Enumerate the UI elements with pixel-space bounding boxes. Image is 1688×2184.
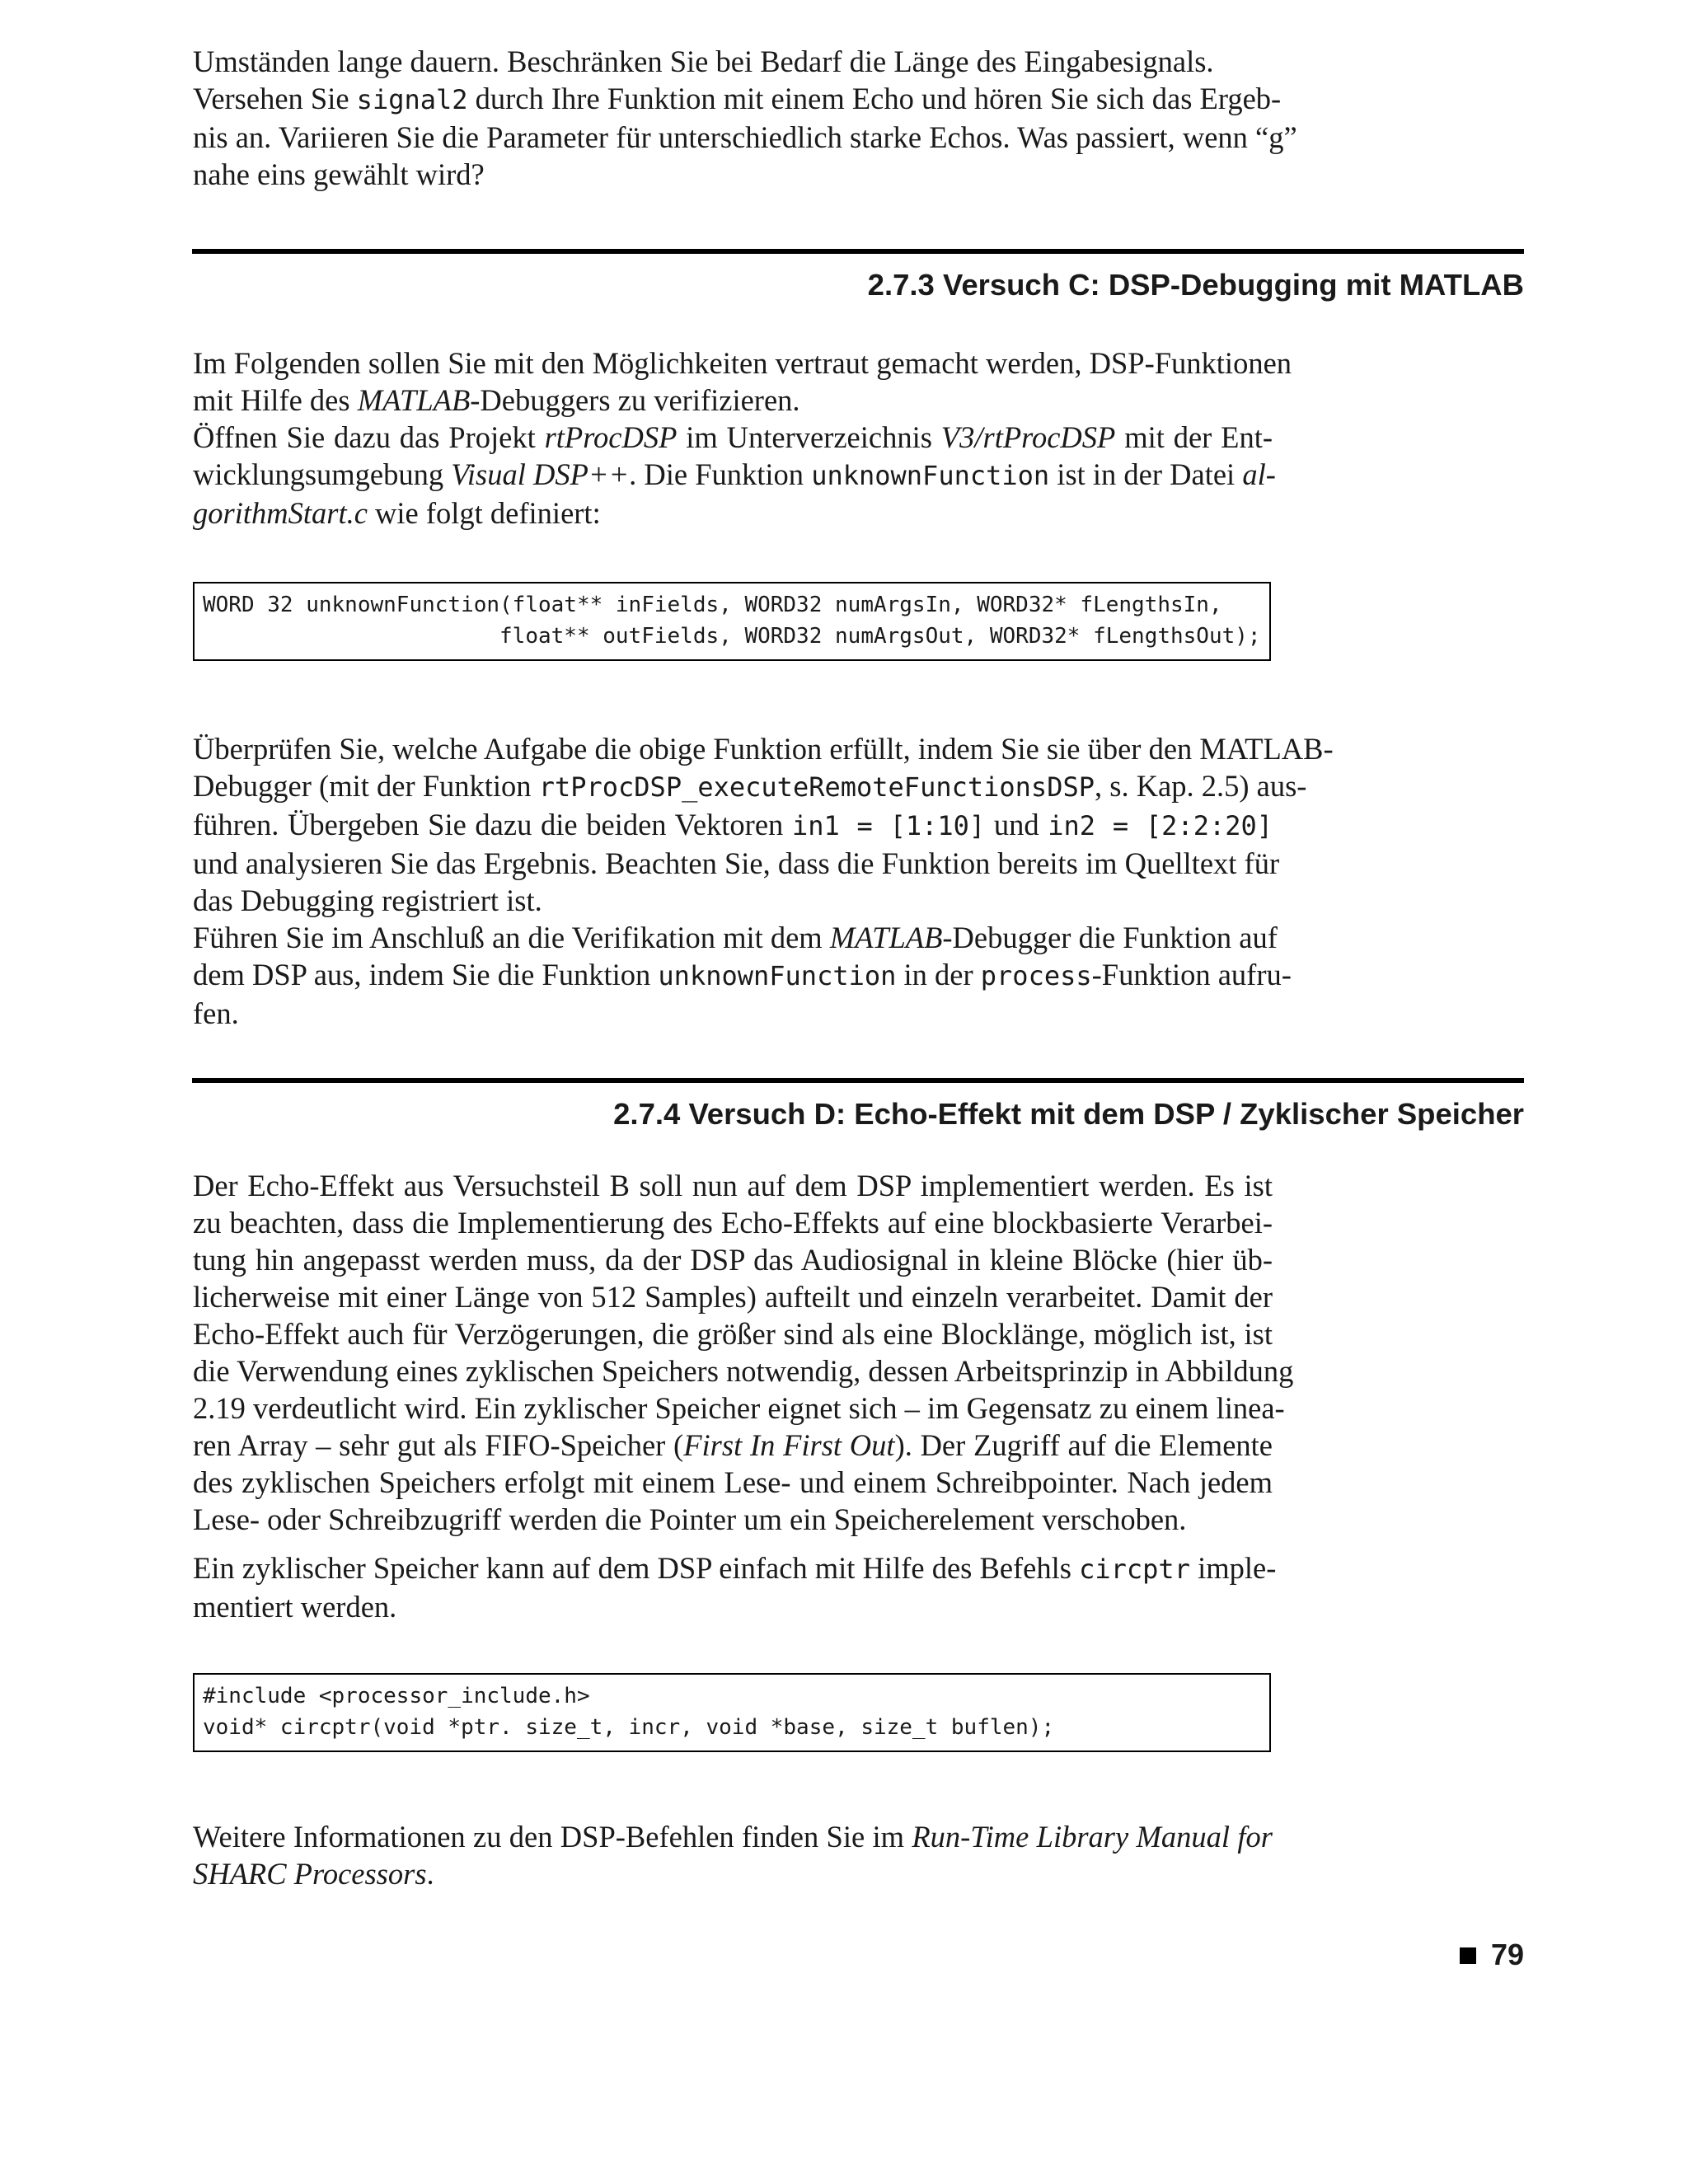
text-line: des zyklischen Speichers erfolgt mit einem Lese- und einem Schreibpointer. Nach jedem (193, 1465, 1273, 1499)
text-line: tung hin angepasst werden muss, da der DSP das Audiosignal in kleine Blöcke (hier üb- (193, 1243, 1273, 1277)
square-bullet-icon (1460, 1947, 1476, 1964)
text-line: zu beachten, dass die Implementierung des Echo-Effekts auf eine blockbasierte Verarbei- (193, 1206, 1273, 1240)
text-line: licherweise mit einer Länge von 512 Samples) aufteilt und einzeln verarbeitet. Damit der (193, 1280, 1273, 1314)
text-line: und analysieren Sie das Ergebnis. Beachten Sie, dass die Funktion bereits im Quelltext für (193, 846, 1280, 880)
section2-paragraph-2 (193, 1549, 1277, 1625)
section-rule (192, 1078, 1524, 1083)
text-line: mentiert werden. (193, 1590, 397, 1624)
text-line: Führen Sie im Anschluß an die Verifikation mit dem MATLAB-Debugger die Funktion auf (193, 921, 1278, 954)
code-inline: unknownFunction (658, 960, 897, 991)
intro-paragraph (193, 43, 1297, 193)
code-block-unknown-function (193, 582, 1271, 661)
code-inline: rtProcDSP_executeRemoteFunctionsDSP (538, 771, 1095, 803)
text-line: gorithmStart.c wie folgt definiert: (193, 496, 601, 530)
text-line: dem DSP aus, indem Sie die Funktion unknownFunction in der process-Funktion aufru- (193, 958, 1292, 991)
section1-paragraph-1 (193, 344, 1292, 532)
text-line: führen. Übergeben Sie dazu die beiden Vektoren in1 = [1:10] und in2 = [2:2:20] (193, 808, 1273, 841)
text-line: nis an. Variieren Sie die Parameter für unterschiedlich starke Echos. Was passiert, wenn “g” (193, 120, 1297, 154)
code-inline: circptr (1079, 1554, 1190, 1585)
page-number-value: 79 (1490, 1938, 1524, 1971)
code-line: WORD 32 unknownFunction(float** inFields, WORD32 numArgsIn, WORD32* fLengthsIn, (203, 593, 1222, 617)
code-inline: signal2 (356, 84, 468, 115)
text-line: mit Hilfe des MATLAB-Debuggers zu verifizieren. (193, 383, 800, 417)
text-line: Debugger (mit der Funktion rtProcDSP_executeRemoteFunctionsDSP, s. Kap. 2.5) aus- (193, 769, 1307, 803)
code-inline: process (980, 960, 1092, 991)
code-inline: unknownFunction (811, 460, 1050, 491)
text-line: wicklungsumgebung Visual DSP++. Die Funktion unknownFunction ist in der Datei al- (193, 457, 1276, 491)
section-rule (192, 249, 1524, 254)
text-line: Echo-Effekt auch für Verzögerungen, die größer sind als eine Blocklänge, möglich ist, ist (193, 1317, 1273, 1351)
page-number (1460, 1937, 1524, 1973)
text-line: Lese- oder Schreibzugriff werden die Pointer um ein Speicherelement verschoben. (193, 1502, 1187, 1536)
code-line: void* circptr(void *ptr. size_t, incr, void *base, size_t buflen); (203, 1715, 1055, 1740)
text-line: Ein zyklischer Speicher kann auf dem DSP einfach mit Hilfe des Befehls circptr imple- (193, 1551, 1277, 1585)
section2-paragraph-3 (193, 1818, 1273, 1892)
section1-paragraph-2 (193, 730, 1334, 1032)
code-block-circptr (193, 1673, 1271, 1752)
text-line: Öffnen Sie dazu das Projekt rtProcDSP im Unterverzeichnis V3/rtProcDSP mit der Ent- (193, 420, 1273, 454)
code-line: float** outFields, WORD32 numArgsOut, WORD32* fLengthsOut); (203, 624, 1261, 649)
text-line: ren Array – sehr gut als FIFO-Speicher (First In First Out). Der Zugriff auf die Elemente (193, 1428, 1273, 1462)
text-line: Der Echo-Effekt aus Versuchsteil B soll nun auf dem DSP implementiert werden. Es ist (193, 1169, 1273, 1202)
text-line: das Debugging registriert ist. (193, 883, 542, 917)
text-line: Versehen Sie signal2 durch Ihre Funktion mit einem Echo und hören Sie sich das Ergeb- (193, 82, 1282, 115)
text-line: Überprüfen Sie, welche Aufgabe die obige Funktion erfüllt, indem Sie sie über den MATLAB- (193, 732, 1334, 766)
text-line: Weitere Informationen zu den DSP-Befehlen finden Sie im Run-Time Library Manual for (193, 1820, 1273, 1854)
section-heading-2-7-4: 2.7.4 Versuch D: Echo-Effekt mit dem DSP / Zyklischer Speicher (613, 1097, 1524, 1131)
section2-paragraph-1 (193, 1167, 1294, 1538)
text-line: 2.19 verdeutlicht wird. Ein zyklischer Speicher eignet sich – im Gegensatz zu einem linea- (193, 1391, 1285, 1425)
text-line: die Verwendung eines zyklischen Speichers notwendig, dessen Arbeitsprinzip in Abbildung (193, 1354, 1294, 1388)
text-line: SHARC Processors. (193, 1857, 434, 1891)
text-line: Im Folgenden sollen Sie mit den Möglichkeiten vertraut gemacht werden, DSP-Funktionen (193, 346, 1292, 380)
text-line: nahe eins gewählt wird? (193, 157, 485, 191)
code-line: #include <processor_include.h> (203, 1684, 590, 1708)
text-line: Umständen lange dauern. Beschränken Sie bei Bedarf die Länge des Eingabesignals. (193, 45, 1214, 78)
code-inline: in2 = [2:2:20] (1048, 810, 1273, 841)
section-heading-2-7-3: 2.7.3 Versuch C: DSP-Debugging mit MATLAB (867, 268, 1524, 302)
text-line: fen. (193, 996, 239, 1030)
code-inline: in1 = [1:10] (791, 810, 986, 841)
